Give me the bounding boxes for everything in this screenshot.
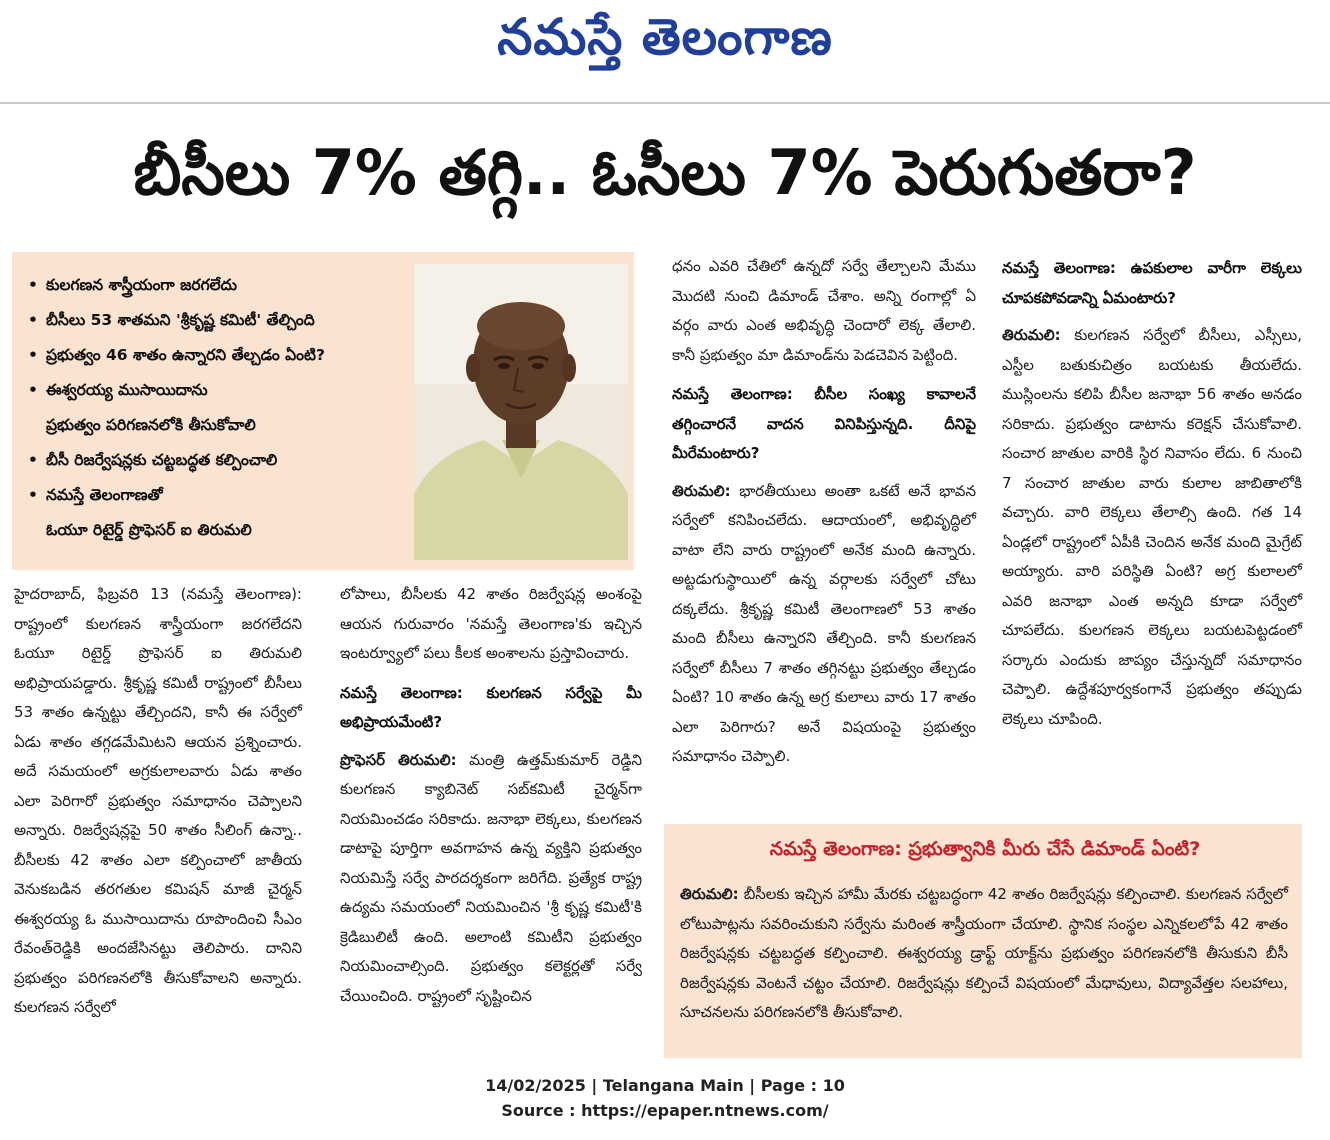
column-4 (1002, 254, 1302, 734)
highlight-item: • ప్రభుత్వం 46 శాతం ఉన్నారని తేల్చడం ఏంటి? (28, 346, 325, 364)
masthead-logo: నమస్తే తెలంగాణ (497, 8, 833, 66)
answer-1: ప్రొఫెసర్ తిరుమలి: మంత్రి ఉత్తమ్‌కుమార్ రెడ్డిని కులగణన క్యాబినెట్ సబ్‌కమిటీ చైర్మన్‌గా నియమించడం సరికాదు. జనాభా లెక్కలు, కులగణన డాటాపై పూర్తిగా అవగాహన ఉన్న వ్యక్తిని ప్రభుత్వం నియమిస్తే సర్వే పారదర్శకంగా జరిగేది. ప్రత్యేక రాష్ట్ర ఉద్యమ సమయంలో నియమించిన 'శ్రీ కృష్ణ కమిటీ'కి క్రెడిబులిటీ ఉంది. అలాంటి కమిటీని ప్రభుత్వం నియమించాల్సింది. ప్రభుత్వం కలెక్టర్లతో సర్వే చేయించింది. రాష్ట్రంలో సృష్టించిన (340, 750, 642, 1005)
column-1-text: హైదరాబాద్, ఫిబ్రవరి 13 (నమస్తే తెలంగాణ): రాష్ట్రంలో కులగణన శాస్త్రీయంగా జరగలేదని ఓయూ రిటైర్డ్ ప్రొఫెసర్ ఐ తిరుమలి అభిప్రాయపడ్డారు. శ్రీకృష్ణ కమిటీ రాష్ట్రంలో బీసీలు 53 శాతం ఉన్నట్టు తేల్చిందని, కానీ ఈ సర్వేలో ఏడు శాతం తగ్గడమేమిటని ఆయన ప్రశ్నించారు. అదే సమయంలో అగ్రకులాలవారు ఏడు శాతం ఎలా పెరిగారో ప్రభుత్వం సమాధానం చెప్పాలని అన్నారు. రిజర్వేషన్లపై 50 శాతం సీలింగ్ ఉన్నా.. బీసీలకు 42 శాతం ఎలా కల్పించాలో జాతీయ వెనుకబడిన తరగతుల కమిషన్ మాజీ చైర్మన్ ఈశ్వరయ్య ఓ ముసాయిదాను రూపొందించి సీఎం రేవంత్‌రెడ్డికి అందజేసినట్టు తెలిపారు. దానిని ప్రభుత్వం పరిగణనలోకి తీసుకోవాలని అన్నారు. కులగణన సర్వేలో (14, 585, 302, 1016)
column-2 (340, 580, 642, 1011)
highlight-item-continued: ప్రభుత్వం పరిగణనలోకి తీసుకోవాలి (46, 416, 256, 434)
speaker-label: తిరుమలి: (680, 885, 739, 903)
highlight-item: • కులగణన శాస్త్రీయంగా జరగలేదు (28, 276, 237, 294)
demand-answer: తిరుమలి: బీసీలకు ఇచ్చిన హామీ మేరకు చట్టబద్ధంగా 42 శాతం రిజర్వేషన్లు కల్పించాలి. కులగణన సర్వేలో లోటుపాట్లను సవరించుకుని సర్వేను మరింత శాస్త్రీయంగా చేయాలి. స్థానిక సంస్థల ఎన్నికలలోపే 42 శాతం రిజర్వేషన్లకు చట్టబద్ధత కల్పించాలి. ఈశ్వరయ్య డ్రాఫ్ట్ యాక్ట్‌ను ప్రభుత్వం పరిగణనలోకి తీసుకుని బీసీ రిజర్వేషన్లకు వెంటనే చట్టం చేయాలి. రిజర్వేషన్లు కల్పించే విషయంలో మేధావులు, విద్యావేత్తల సలహాలు, సూచనలను పరిగణనలోకి తీసుకోవాలి. (680, 885, 1288, 1021)
question-3: నమస్తే తెలంగాణ: ఉపకులాల వారీగా లెక్కలు చూపకపోవడాన్ని ఏమంటారు? (1002, 259, 1302, 307)
highlight-item: • నమస్తే తెలంగాణతో (28, 486, 163, 504)
answer-3: తిరుమలి: కులగణన సర్వేలో బీసీలు, ఎస్సీలు, ఎస్టీల బతుకుచిత్రం బయటకు తీయలేదు. ముస్లింలను కలిపి బీసీల జనాభా 56 శాతం అనడం సరికాదు. ప్రభుత్వం డాటాను కరెక్షన్ చేసుకోవాలి. సంచార జాతుల వారికి స్థిర నివాసం లేదు. 6 నుంచి 7 సంచార జాతుల వారు కులాల జాబితాలోకి వచ్చారు. వారి లెక్కలు తేలాల్సి ఉంది. గత 14 ఏండ్లలో రాష్ట్రంలో ఏపీకి చెందిన అనేక మంది మైగ్రేట్ అయ్యారు. వారి పరిస్థితి ఏంటి? అగ్ర కులాలలో ఎవరి జనాభా ఎంత అన్నది కూడా సర్వేలో చూపలేదు. కులగణన లెక్కలు బయటపెట్టడంలో సర్కారు ఎందుకు జాప్యం చేస్తున్నదో సమాధానం చెప్పాలి. ఉద్దేశపూర్వకంగానే ప్రభుత్వం తప్పుడు లెక్కలు చూపింది. (1002, 326, 1302, 728)
answer-2: తిరుమలి: భారతీయులు అంతా ఒకటే అనే భావన సర్వేలో కనిపించలేదు. ఆదాయంలో, అభివృద్ధిలో వాటా లేని వారు రాష్ట్రంలో అనేక మంది ఉన్నారు. అట్టడుగుస్థాయిలో ఉన్న వర్గాలకు సర్వేలో చోటు దక్కలేదు. శ్రీకృష్ణ కమిటీ తెలంగాణలో 53 శాతం మంది బీసీలు ఉన్నారని తేల్చింది. కానీ కులగణన సర్వేలో బీసీలు 7 శాతం తగ్గినట్టు ప్రభుత్వం తేల్చడం ఏంటి? 10 శాతం ఉన్న అగ్ర కులాలు వారు 17 శాతం ఎలా పెరిగారు? అనే విషయంపై ప్రభుత్వం సమాధానం చెప్పాలి. (672, 481, 976, 765)
column-3 (672, 252, 976, 772)
masthead-divider (0, 102, 1330, 104)
highlight-item-continued: ఓయూ రిటైర్డ్ ప్రొఫెసర్ ఐ తిరుమలి (46, 521, 252, 539)
speaker-label: తిరుమలి: (1002, 326, 1061, 344)
column-1 (14, 580, 302, 1023)
answer-1-continued: ధనం ఎవరి చేతిలో ఉన్నదో సర్వే తేల్చాలని మేము మొదటి నుంచి డిమాండ్ చేశాం. అన్ని రంగాల్లో ఏ వర్గం వారు ఎంత అభివృద్ధి చెందారో లెక్క తేలాలి. కానీ ప్రభుత్వం మా డిమాండ్‌ను పెడచెవిన పెట్టింది. (672, 257, 976, 364)
footer-date-page: 14/02/2025 | Telangana Main | Page : 10 (485, 1076, 845, 1095)
speaker-label: ప్రొఫెసర్ తిరుమలి: (340, 750, 457, 769)
speaker-label: తిరుమలి: (672, 481, 731, 500)
footer-source: Source : https://epaper.ntnews.com/ (501, 1101, 829, 1120)
highlight-item: • బీసీలు 53 శాతమని 'శ్రీకృష్ణ కమిటీ' తేల్చింది (28, 311, 315, 329)
question-2: నమస్తే తెలంగాణ: బీసీల సంఖ్య కావాలనే తగ్గించారనే వాదన వినిపిస్తున్నది. దీనిపై మీరేమంటారు? (672, 385, 976, 462)
portrait-photo (414, 264, 628, 560)
highlight-item: • ఈశ్వరయ్య ముసాయిదాను (28, 381, 208, 399)
column-2-intro: లోపాలు, బీసీలకు 42 శాతం రిజర్వేషన్ల అంశంపై ఆయన గురువారం 'నమస్తే తెలంగాణ'కు ఇచ్చిన ఇంటర్వ్యూలో పలు కీలక అంశాలను ప్రస్తావించారు. (340, 585, 642, 662)
highlight-item: • బీసీ రిజర్వేషన్లకు చట్టబద్ధత కల్పించాలి (28, 451, 278, 469)
headline: బీసీలు 7% తగ్గి.. ఓసీలు 7% పెరుగుతరా? (133, 136, 1197, 209)
question-1: నమస్తే తెలంగాణ: కులగణన సర్వేపై మీ అభిప్రాయమేంటి? (340, 683, 642, 731)
highlights-list (28, 268, 420, 548)
demand-question: నమస్తే తెలంగాణ: ప్రభుత్వానికి మీరు చేసే డిమాండ్ ఏంటి? (769, 838, 1201, 860)
